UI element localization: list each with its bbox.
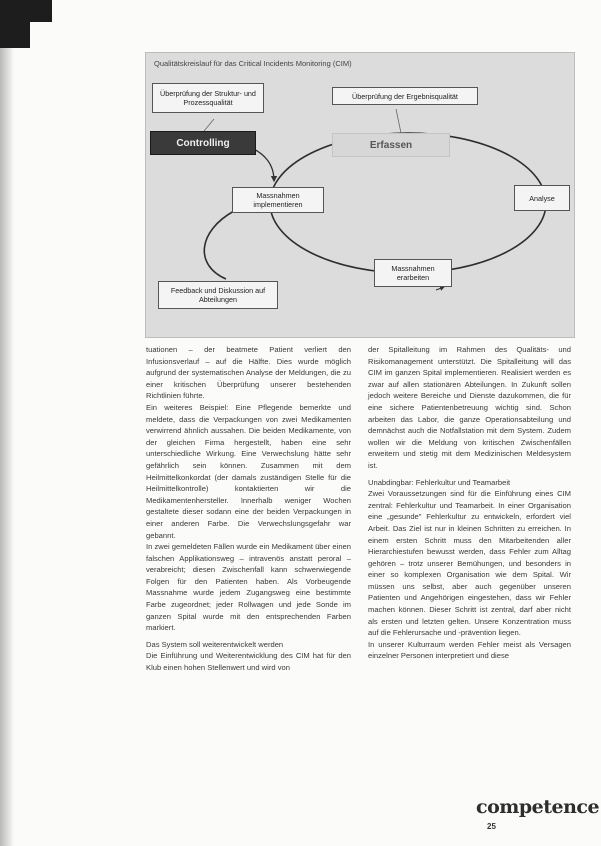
competence-logo	[476, 792, 600, 818]
section-heading: Unabdingbar: Fehlerkultur und Teamarbeit	[368, 477, 511, 487]
paragraph: tuationen – der beatmete Patient verliert den Infusionsverlauf – auf die Hälfte. Dies wurde möglich aufgrund der systematischen Analyse der Meldungen, die zu einer kritischen Überprüfung unserer bestehenden Richtlinien führte.	[146, 345, 351, 401]
figure-title: Qualitätskreislauf für das Critical Incidents Monitoring (CIM)	[154, 59, 352, 68]
node-erfassen: Erfassen	[332, 133, 450, 157]
node-massnahmen-erarbeiten: Massnahmen erarbeiten	[374, 259, 452, 287]
right-column	[368, 344, 571, 662]
node-ergebnisqualitaet: Überprüfung der Ergebnisqualität	[332, 87, 478, 105]
paragraph: Die Einführung und Weiterentwicklung des CIM hat für den Klub einen hohen Stellenwert und wird von	[146, 651, 351, 673]
paragraph: In unserer Kulturraum werden Fehler meist als Versagen einzelner Personen interpretiert und diese	[368, 639, 571, 661]
scan-corner-mark	[0, 0, 52, 48]
paragraph: Ein weiteres Beispiel: Eine Pflegende bemerkte und meldete, dass die Verpackungen von zwei Medikamenten verwirrend ähnlich aussahen. Die beiden Medikamente, von der gleichen Firma hergestellt, haben eine sehr unterschiedliche Wirkung. Eine Verwechslung hätte sehr gefährlich sein können. Zusammen mit dem Heilmittelkonkordat (der damals zuständigen Stelle für die Heilmittelkontrolle) kontaktierten wir die Medikamentenhersteller. Innerhalb weniger Wochen gestaltete dieser sodann eine der beiden Verpackungen in einer anderen Farbe. Die Verwechslungsgefahr war gebannt.	[146, 402, 351, 540]
cycle-diagram	[145, 52, 575, 338]
node-analyse: Analyse	[514, 185, 570, 211]
paragraph: In zwei gemeldeten Fällen wurde ein Medikament über einen falschen Applikationsweg – intravenös anstatt peroral – verabreicht; diesen Zwischenfall kann schwerwiegende Folgen für den Patienten haben. Als Vorbeugende Massnahme wurde jedem Zugangsweg eine bestimmte Farbe zugeordnet; jeder Rollwagen und jede Sonde im ganzen Spital wurde mit den entsprechenden Farben markiert.	[146, 542, 351, 633]
node-massnahmen-implementieren: Massnahmen implementieren	[232, 187, 324, 213]
scan-left-edge	[0, 48, 14, 846]
logo-main-text: competence	[476, 796, 600, 818]
node-controlling: Controlling	[150, 131, 256, 155]
feedback-loop	[204, 211, 234, 279]
paragraph: Zwei Voraussetzungen sind für die Einführung eines CIM zentral: Fehlerkultur und Teamarbeit. In einer Organisation eine „gesunde" Fehlerkultur zu entwickeln, erfordert viel Arbeit. Das Ziel ist nur in kleinen Schritten zu erreichen. In einem ersten Schritt muss den Mitarbeitenden aller Hierarchiestufen bewusst werden, dass Fehler zum Alltag gehören – trotz unserer Bemühungen, und besonders in einer so komplexen Organisation wie dem Spital. Wir müssen uns selbst, aber auch gegenüber unseren Patienten und Angehörigen eingestehen, dass wir Fehler machen können. Dieser Schritt ist zentral, darf aber nicht als ersten und letzten gelten. Unsere Konzentration muss auf die Fehlerursache und -prävention liegen.	[368, 489, 571, 638]
page-number: 25	[487, 822, 496, 831]
left-column	[146, 344, 351, 674]
section-heading: Das System soll weiterentwickelt werden	[146, 639, 284, 649]
paragraph: der Spitalleitung im Rahmen des Qualitäts- und Risikomanagement unterstützt. Die Spitalleitung will das CIM im ganzen Spital implementieren. Realisiert werden es zwar auf allen stationären Abteilungen. In Zukunft sollen jedoch weitere Bereiche und Dienste dazukommen, die für eine sichere Patientenbetreuung wichtig sind. Schon arbeiten das Labor, die ganze Operationsabteilung und demnächst auch die Notfallstation mit dem System. Zudem wollen wir die Meldung von kritischen Zwischenfällen erweitern und stetig mit dem Medizinischen Meldesystem ist.	[368, 345, 571, 470]
node-struktur-prozessqualitaet: Überprüfung der Struktur- und Prozessqualität	[152, 83, 264, 113]
node-feedback-diskussion: Feedback und Diskussion auf Abteilungen	[158, 281, 278, 309]
